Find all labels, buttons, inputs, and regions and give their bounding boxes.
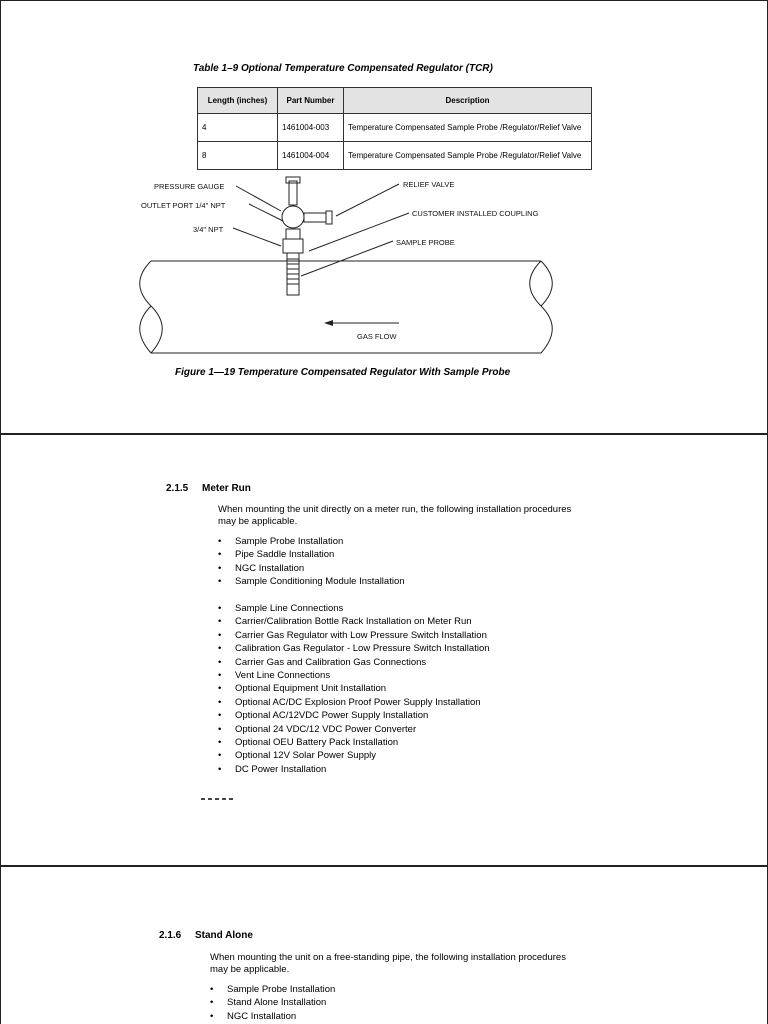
cell-description: Temperature Compensated Sample Probe /Regulator/Relief Valve bbox=[344, 114, 592, 142]
list-item: • Optional AC/DC Explosion Proof Power Supply Installation bbox=[218, 696, 490, 709]
cell-part-number: 1461004-003 bbox=[278, 114, 344, 142]
label-npt: 3/4" NPT bbox=[193, 225, 224, 234]
procedure-list-b bbox=[218, 602, 490, 776]
truncated-text-fragment bbox=[201, 787, 241, 789]
cell-length: 8 bbox=[198, 142, 278, 170]
label-relief-valve: RELIEF VALVE bbox=[403, 180, 455, 189]
list-item: • NGC Installation bbox=[210, 1010, 335, 1023]
section-heading bbox=[166, 483, 251, 494]
cell-description: Temperature Compensated Sample Probe /Regulator/Relief Valve bbox=[344, 142, 592, 170]
section-number: 2.1.6 bbox=[159, 930, 182, 941]
procedure-list-a bbox=[210, 983, 335, 1023]
document-page-2 bbox=[0, 435, 768, 865]
cell-length: 4 bbox=[198, 114, 278, 142]
label-sample-probe: SAMPLE PROBE bbox=[396, 238, 455, 247]
list-item: • Sample Probe Installation bbox=[210, 983, 335, 996]
document-page-3 bbox=[0, 867, 768, 1024]
list-item: • Carrier Gas and Calibration Gas Connections bbox=[218, 656, 490, 669]
list-item: • Carrier Gas Regulator with Low Pressure Switch Installation bbox=[218, 629, 490, 642]
list-item: • NGC Installation bbox=[218, 562, 405, 575]
label-pressure-gauge: PRESSURE GAUGE bbox=[154, 182, 225, 191]
section-heading bbox=[159, 930, 253, 941]
column-header-part-number: Part Number bbox=[278, 88, 344, 114]
cell-part-number: 1461004-004 bbox=[278, 142, 344, 170]
figure-caption: Figure 1—19 Temperature Compensated Regulator With Sample Probe bbox=[175, 367, 511, 378]
list-item: • Pipe Saddle Installation bbox=[218, 548, 405, 561]
list-item: • Calibration Gas Regulator - Low Pressure Switch Installation bbox=[218, 642, 490, 655]
column-header-description: Description bbox=[344, 88, 592, 114]
section-intro: When mounting the unit directly on a meter run, the following installation procedures may be applicable. bbox=[218, 504, 572, 527]
section-intro: When mounting the unit on a free-standing pipe, the following installation procedures may be applicable. bbox=[210, 952, 566, 975]
list-item: • Vent Line Connections bbox=[218, 669, 490, 682]
column-header-length: Length (inches) bbox=[198, 88, 278, 114]
list-item: • Optional 24 VDC/12 VDC Power Converter bbox=[218, 723, 490, 736]
list-item: • Carrier/Calibration Bottle Rack Installation on Meter Run bbox=[218, 615, 490, 628]
list-item: • Stand Alone Installation bbox=[210, 996, 335, 1009]
label-customer-installed-coupling: CUSTOMER INSTALLED COUPLING bbox=[412, 209, 539, 218]
label-outlet-port: OUTLET PORT 1/4" NPT bbox=[141, 201, 226, 210]
document-page-1 bbox=[0, 0, 768, 433]
section-number: 2.1.5 bbox=[166, 483, 189, 494]
table-title: Table 1–9 Optional Temperature Compensated Regulator (TCR) bbox=[193, 63, 493, 74]
list-item: • Sample Probe Installation bbox=[218, 535, 405, 548]
list-item: • Sample Line Connections bbox=[218, 602, 490, 615]
list-item: • Optional AC/12VDC Power Supply Installation bbox=[218, 709, 490, 722]
table-row bbox=[198, 142, 592, 170]
regulator-diagram bbox=[131, 171, 571, 361]
section-title: Meter Run bbox=[202, 483, 251, 494]
tcr-table bbox=[197, 87, 592, 170]
table-row bbox=[198, 114, 592, 142]
procedure-list-a bbox=[218, 535, 405, 589]
list-item: • Sample Conditioning Module Installation bbox=[218, 575, 405, 588]
list-item: • Optional OEU Battery Pack Installation bbox=[218, 736, 490, 749]
list-item: • Optional Equipment Unit Installation bbox=[218, 682, 490, 695]
gas-flow-arrowhead bbox=[324, 320, 333, 326]
list-item: • DC Power Installation bbox=[218, 763, 490, 776]
section-title: Stand Alone bbox=[195, 930, 253, 941]
list-item: • Optional 12V Solar Power Supply bbox=[218, 749, 490, 762]
table-header-row bbox=[198, 88, 592, 114]
label-gas-flow: GAS FLOW bbox=[357, 332, 397, 341]
